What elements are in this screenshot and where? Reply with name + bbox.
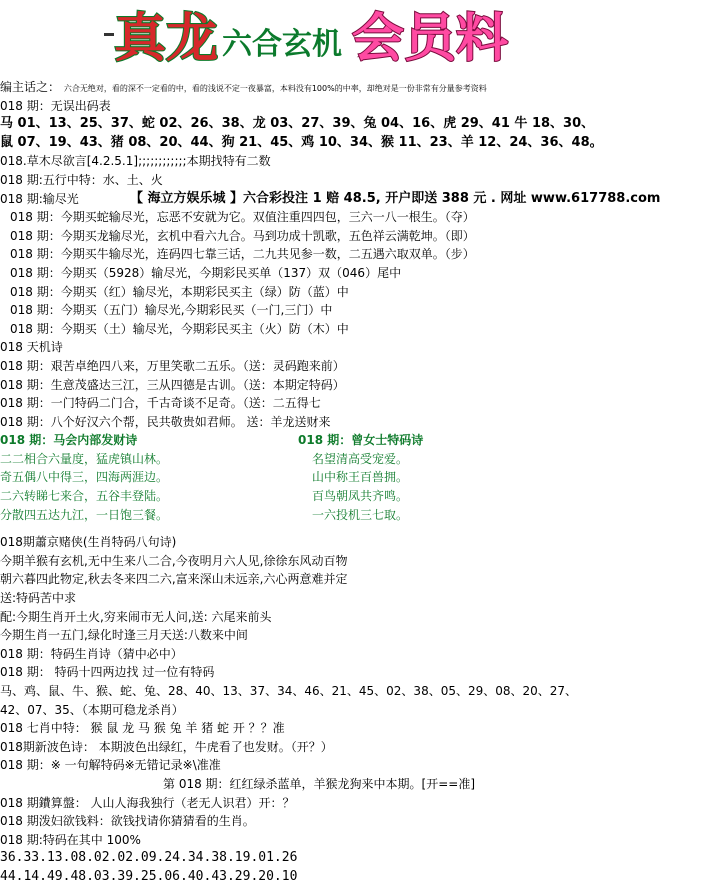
text-line: 第 018 期：红红绿杀蓝单，羊猴龙狗来中本期。[开==准] [163,776,476,791]
banner-title-part3: 会员料 [352,8,509,69]
left-column-text: 二六转睇七来合，五谷丰登陆。 [0,489,169,504]
text-line: 018 期：生意茂盛达三江，三从四德是古训。（送：本期定特码） [0,377,345,392]
right-column-text: 名望清高受宠爱。 [312,451,409,466]
text-line: 018 期：今期买牛输尽光，连码四七靠三话，二九共见参一数，二五遇六取双单。（步） [10,247,475,262]
left-column-text: 奇五偶八中得三，四海两涯边。 [0,470,169,485]
right-column-text: 百鸟朝凤共齐鸣。 [312,489,409,504]
right-column-text: 山中称王百兽拥。 [312,470,409,485]
text-line: 018 七肖中特： 猴 鼠 龙 马 猴 兔 羊 猪 蛇 开 ？？准 [0,721,285,736]
left-column-text: 分散四五达九江，一日饱三餐。 [0,507,169,522]
editor-label: 编主话之： [0,80,61,94]
spacer [0,524,720,533]
two-column-line [0,487,720,506]
banner-title-logo [0,0,720,78]
left-column-text: 二二相合六量度，猛虎镇山林。 [0,451,169,466]
two-column-line [0,468,720,487]
text-line: 018期蕭京赌侠(生肖特码八句诗) [0,535,177,550]
text-line: 018 期：八个好汉六个帮，民共敬贵如君师。 送：羊龙送财来 [0,414,331,429]
text-line: 018 期鐨算盤： 人山人海我独行（老无人识君）开：？ [0,795,295,810]
text-segment: 018 期:输尽光 [0,191,79,206]
text-line: 今期羊猴有玄机,无中生来八二合,今夜明月六人见,徐徐东风动百物 [0,553,348,568]
editor-note-text: 六合无绝对，看的深不一定看的中，看的浅说不定一夜暴富，本料没有100%的中率，却绝对是一份非常有分量参考资料 [63,84,487,93]
text-line: 018 期：今期买龙输尽光，玄机中看六九合。马到功成十凯歌，五色祥云满乾坤。（即） [10,228,475,243]
text-line: 马、鸡、鼠、牛、猴、蛇、兔、28、40、13、37、34、46、21、45、02、38、05、29、08、20、27、 [0,684,578,698]
text-line: 018 期：今期买（五门）输尽光,今期彩民买（一门,三门）中 [10,303,333,318]
text-line: 018 期：今期买（5928）输尽光，今期彩民买单（137）双（046）尾中 [10,265,402,280]
text-line: 018 期:五行中特：水、土、火 [0,172,163,187]
text-line: 配:今期生肖开土火,穷来闹市无人问,送: 六尾来前头 [0,609,272,624]
banner-dash [104,33,114,36]
advertisement-link[interactable]: 【 海立方娱乐城 】六合彩投注 1 赔 48.5, 开户即送 388 元 . 网址 www.617788.com [130,190,661,206]
text-line: 42、07、35、（本期可稳龙杀肖） [0,702,184,717]
text-line-with-ad [0,190,720,209]
text-line: 018 期:特码在其中 100% [0,832,141,847]
two-column-heading [0,431,720,450]
text-line: 送:特码苦中求 [0,591,77,606]
text-line: 018 期：特码生肖诗（猜中必中） [0,646,183,661]
text-line: 018 期泼妇欲钱料：欲钱找请你猜猜看的生肖。 [0,814,255,829]
right-column-heading: 018 期：曾女士特码诗 [298,433,424,448]
text-line: 018 期：今期买（红）输尽光，本期彩民买主（绿）防（蓝）中 [10,284,349,299]
text-line: 018.草木尽欲言[4.2.5.1];;;;;;;;;;;;本期找特有二数 [0,154,271,169]
editor-note [0,78,720,97]
text-line: 今期生肖一五门,绿化时逢三月天送:八数来中间 [0,628,248,643]
banner [0,0,720,78]
banner-title-part2: 六合玄机 [222,27,342,62]
text-line: 018 期：无误出码表 [0,98,111,113]
document-body [0,78,720,887]
number-line: 44.14.49.48.03.39.25.06.40.43.29.20.10 [0,868,298,884]
text-line: 018 期：一门特码二门合，千古奇谈不足奇。（送：二五得七 [0,396,321,411]
text-line: 018 天机诗 [0,340,63,355]
text-line: 鼠 07、19、43、猪 08、20、44、狗 21、45、鸡 10、34、猴 11、23、羊 12、24、36、48。 [0,134,603,150]
text-line: 朝六暮四此物定,秋去冬来四二六,富来深山未远亲,六心两意难并定 [0,572,348,587]
left-column-heading: 018 期：马会内部发财诗 [0,433,138,448]
two-column-line [0,450,720,469]
text-line: 018 期：今期买蛇输尽光，忘恶不安就为它。双值注重四四包，三六一八一根生。（夺） [10,210,475,225]
text-line: 018 期：今期买（土）输尽光，今期彩民买主（火）防（木）中 [10,321,349,336]
two-column-line [0,506,720,525]
text-line: 018 期：※ 一句解特码※无错记录※\准准 [0,758,221,773]
text-line: 018 期： 特码十四两边找 过一位有特码 [0,665,215,680]
banner-title-part1: 真龙 [114,8,219,69]
number-line: 36.33.13.08.02.02.09.24.34.38.19.01.26 [0,850,298,866]
text-line: 马 01、13、25、37、蛇 02、26、38、龙 03、27、39、兔 04、16、虎 29、41 牛 18、30、 [0,116,595,132]
text-line: 018 期：艰苦卓绝四八来，万里笑歌二五乐。（送：灵码跑来前） [0,358,345,373]
text-line: 018期新波色诗： 本期波色出绿红，牛虎看了也发财。（开？） [0,739,333,754]
right-column-text: 一六投机三七取。 [312,507,409,522]
